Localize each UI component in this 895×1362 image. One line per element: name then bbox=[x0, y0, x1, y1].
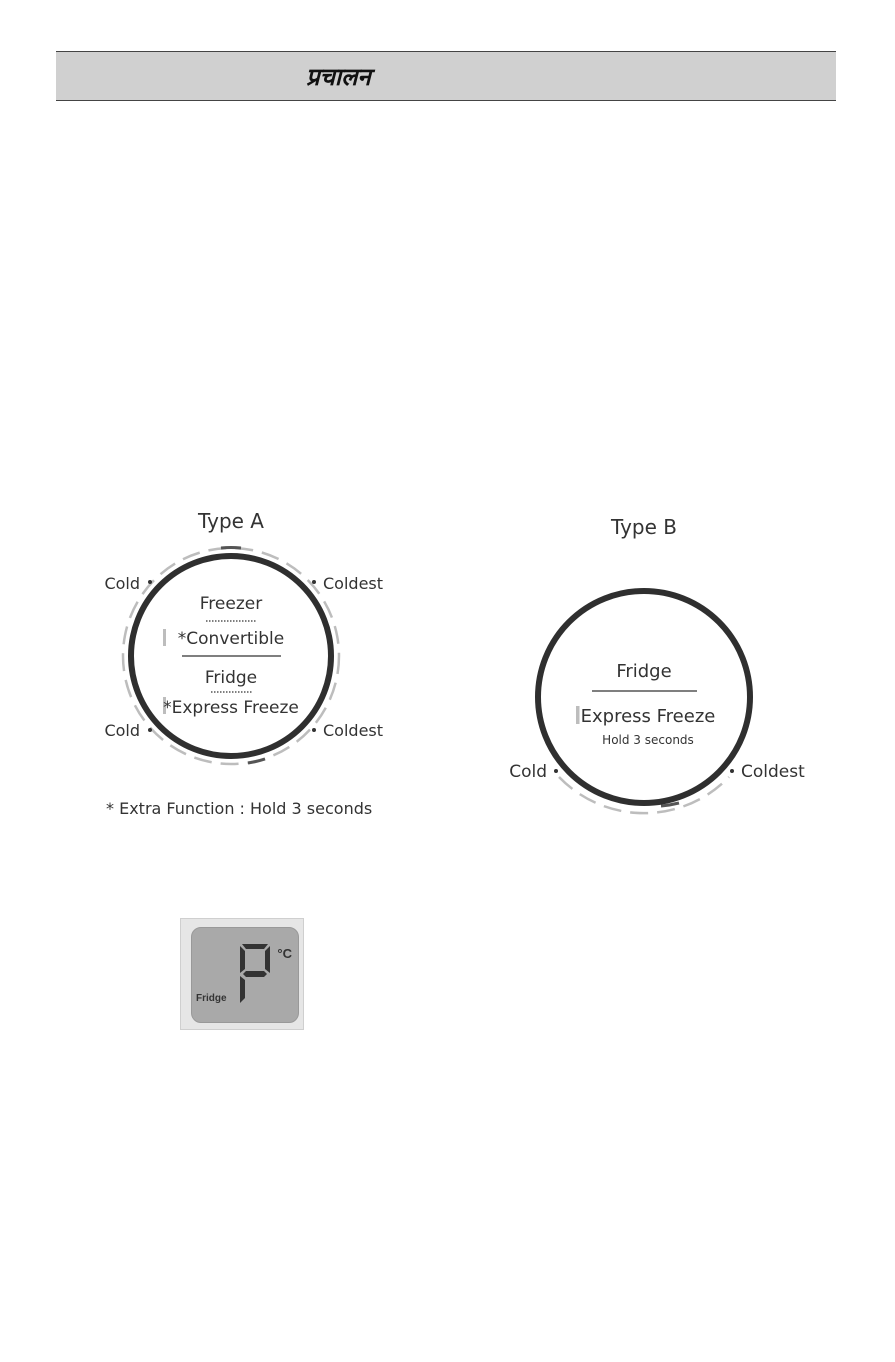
type-b-express-marker bbox=[576, 706, 580, 724]
type-a-cold-top-label: Cold bbox=[104, 574, 140, 593]
segment-top bbox=[242, 944, 268, 949]
type-a-fridge-label[interactable]: Fridge bbox=[204, 668, 258, 688]
type-a-freezer-label[interactable]: Freezer bbox=[199, 594, 263, 614]
type-a-dot-top-left bbox=[148, 580, 152, 584]
type-a-cold-bottom-label: Cold bbox=[104, 721, 140, 740]
type-a-dot-bottom-left bbox=[148, 728, 152, 732]
type-b-cold-label: Cold bbox=[509, 762, 547, 782]
type-a-footnote: * Extra Function : Hold 3 seconds bbox=[106, 799, 373, 818]
type-b-dot-right bbox=[730, 769, 734, 773]
segment-middle bbox=[243, 971, 267, 977]
type-a-coldest-bottom-label: Coldest bbox=[323, 721, 384, 740]
segment-upper-left bbox=[240, 946, 245, 973]
type-a-coldest-top-label: Coldest bbox=[323, 574, 384, 593]
type-b-dot-left bbox=[554, 769, 558, 773]
type-b-dial-ring[interactable] bbox=[538, 591, 750, 803]
seven-segment-digit bbox=[236, 942, 276, 1008]
fridge-display-panel bbox=[180, 918, 304, 1030]
type-a-convertible-marker bbox=[163, 629, 166, 646]
type-b-hold-label: Hold 3 seconds bbox=[602, 733, 694, 747]
display-fridge-label: Fridge bbox=[196, 993, 227, 1004]
display-screen bbox=[191, 927, 299, 1023]
type-b-express-freeze-label[interactable]: Express Freeze bbox=[580, 706, 716, 727]
type-a-title: Type A bbox=[198, 509, 264, 533]
segment-upper-right bbox=[265, 946, 270, 973]
section-title: प्रचालन bbox=[306, 63, 371, 91]
type-a-dot-top-right bbox=[312, 580, 316, 584]
type-b-fridge-label[interactable]: Fridge bbox=[616, 661, 672, 682]
type-b-coldest-label: Coldest bbox=[741, 762, 805, 782]
segment-lower-left bbox=[240, 976, 245, 1003]
display-unit: °C bbox=[277, 946, 292, 961]
type-a-dot-bottom-right bbox=[312, 728, 316, 732]
type-a-express-freeze-label[interactable]: *Express Freeze bbox=[163, 698, 299, 718]
type-b-title: Type B bbox=[610, 515, 678, 539]
type-a-convertible-label[interactable]: *Convertible bbox=[177, 629, 285, 649]
